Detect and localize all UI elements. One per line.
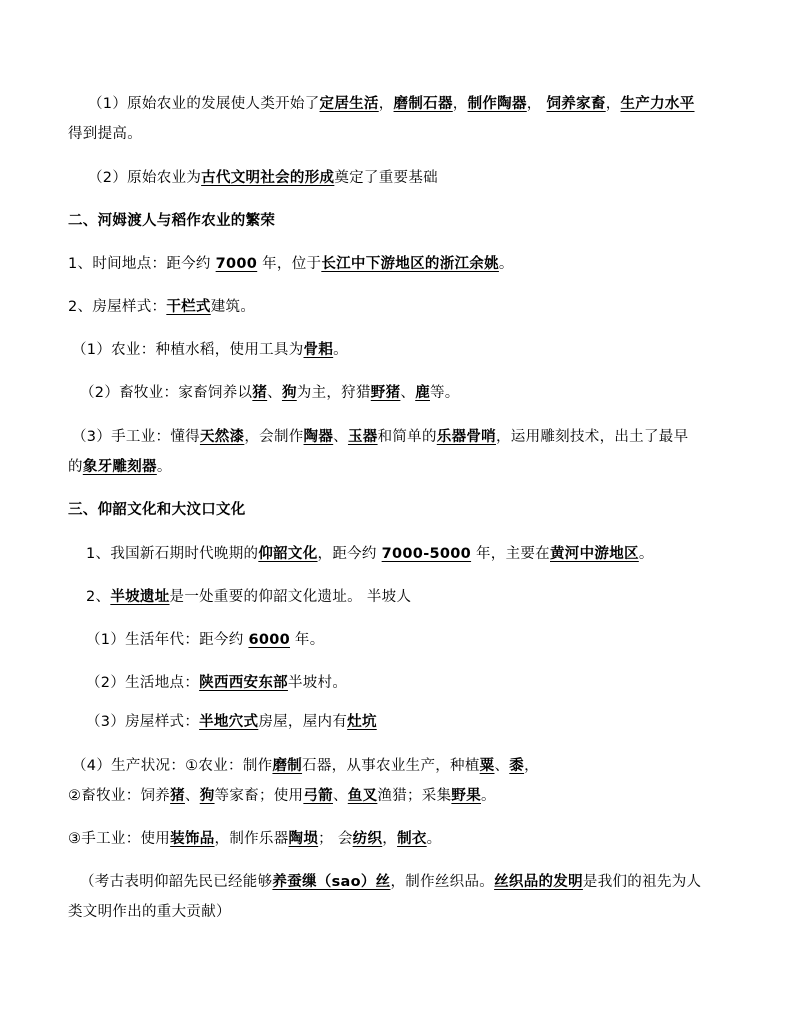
- key-term: 制作陶器: [467, 96, 527, 112]
- key-term: 制衣: [397, 831, 427, 847]
- key-term: 鹿: [415, 385, 430, 401]
- key-term: 装饰品: [170, 831, 215, 847]
- text-segment: 、: [494, 758, 510, 774]
- text-line: [86, 544, 654, 564]
- text-line: [80, 872, 701, 892]
- key-term: 猪: [252, 385, 268, 401]
- key-term: 象牙雕刻器: [82, 459, 157, 475]
- text-segment: （4）生产状况：①农业：制作: [72, 758, 273, 774]
- key-term: 猪: [170, 788, 185, 804]
- text-line: [68, 254, 514, 274]
- text-segment: 。: [333, 342, 348, 358]
- text-segment: （2）畜牧业：家畜饲养以: [80, 385, 253, 401]
- text-line: [86, 673, 347, 693]
- text-line: [68, 786, 496, 806]
- text-line: [68, 297, 255, 317]
- text-segment: 、: [184, 788, 200, 804]
- text-segment: ，: [382, 831, 398, 847]
- text-segment: 三、仰韶文化和大汶口文化: [68, 502, 246, 518]
- key-term: 弓箭: [303, 788, 333, 804]
- text-segment: ，制作丝织品。: [390, 874, 495, 890]
- section-heading: [68, 211, 275, 231]
- text-segment: 二、河姆渡人与稻作农业的繁荣: [68, 213, 276, 229]
- text-segment: ，会制作: [244, 429, 304, 445]
- text-segment: ，: [605, 96, 621, 112]
- text-segment: 是我们的祖先为人: [582, 874, 702, 890]
- text-segment: 、: [333, 429, 348, 445]
- key-term: 长江中下游地区的浙江余姚: [321, 256, 499, 272]
- key-term: 半坡遗址: [110, 589, 170, 605]
- text-segment: （2）原始农业为: [88, 170, 202, 186]
- text-segment: 1、我国新石期时代晚期的: [86, 546, 259, 562]
- key-term: 丝织品的发明: [494, 874, 583, 890]
- text-line: [86, 587, 411, 607]
- text-segment: 年。: [290, 632, 325, 648]
- text-segment: （1）生活年代：距今约: [86, 632, 249, 648]
- text-segment: 2、房屋样式：: [68, 299, 167, 315]
- text-segment: ，: [452, 96, 468, 112]
- key-term: 磨制: [272, 758, 303, 774]
- text-line: [88, 94, 695, 114]
- text-line: [88, 168, 438, 188]
- text-segment: 的: [68, 459, 83, 475]
- text-segment: 建筑。: [210, 299, 256, 315]
- text-line: [68, 124, 142, 144]
- section-heading: [68, 500, 246, 520]
- text-segment: 、: [267, 385, 282, 401]
- text-segment: （1）农业：种植水稻，使用工具为: [72, 342, 304, 358]
- text-line: [72, 756, 539, 776]
- key-term: 古代文明社会的形成: [201, 170, 335, 186]
- text-segment: ，: [526, 96, 547, 112]
- text-line: [86, 712, 377, 732]
- text-segment: 。: [156, 459, 172, 475]
- text-segment: 年，位于: [257, 256, 322, 272]
- key-term: 黍: [509, 758, 525, 774]
- text-segment: 等家畜；使用: [214, 788, 304, 804]
- text-segment: ，距今约: [317, 546, 382, 562]
- key-term: 狗: [281, 385, 297, 401]
- text-segment: 。: [498, 256, 514, 272]
- key-term: 6000: [248, 632, 290, 648]
- text-segment: （3）房屋样式：: [86, 714, 200, 730]
- key-term: 7000-5000: [381, 546, 472, 562]
- text-segment: 2、: [86, 589, 111, 605]
- key-term: 陶器: [303, 429, 334, 445]
- key-term: 半地穴式: [199, 714, 259, 730]
- key-term: 定居生活: [319, 96, 379, 112]
- text-segment: 奠定了重要基础: [334, 170, 438, 186]
- text-segment: 为主，狩猎: [296, 385, 371, 401]
- key-term: 野猪: [370, 385, 401, 401]
- text-segment: 。: [481, 788, 496, 804]
- text-segment: （考古表明仰韶先民已经能够: [80, 874, 273, 890]
- text-line: [80, 383, 460, 403]
- text-segment: 石器，从事农业生产，种植: [302, 758, 480, 774]
- text-segment: 房屋，屋内有: [258, 714, 348, 730]
- text-segment: 等。: [430, 385, 460, 401]
- key-term: 狗: [199, 788, 215, 804]
- key-term: 纺织: [352, 831, 383, 847]
- text-line: [86, 630, 325, 650]
- text-segment: （2）生活地点：: [86, 675, 200, 691]
- text-segment: ，制作乐器: [214, 831, 289, 847]
- text-segment: 得到提高。: [68, 126, 142, 142]
- key-term: 鱼叉: [347, 788, 378, 804]
- text-line: [72, 340, 348, 360]
- key-term: 陕西西安东部: [199, 675, 288, 691]
- key-term: 玉器: [347, 429, 378, 445]
- key-term: 骨耜: [303, 342, 334, 358]
- text-segment: 。: [638, 546, 654, 562]
- text-segment: ； 会: [318, 831, 353, 847]
- text-line: [72, 427, 688, 447]
- text-segment: ，: [524, 758, 539, 774]
- text-segment: （3）手工业：懂得: [72, 429, 200, 445]
- key-term: 天然漆: [199, 429, 245, 445]
- key-term: 陶埙: [288, 831, 319, 847]
- key-term: 灶坑: [347, 714, 377, 730]
- key-term: 乐器骨哨: [436, 429, 496, 445]
- text-segment: 1、时间地点：距今约: [68, 256, 216, 272]
- text-segment: ③手工业：使用: [68, 831, 171, 847]
- text-segment: 类文明作出的重大贡献）: [68, 904, 231, 920]
- key-term: 养蚕缫（sao）丝: [272, 874, 391, 890]
- text-segment: 、: [400, 385, 416, 401]
- key-term: 干栏式: [166, 299, 211, 315]
- text-segment: ，: [378, 96, 394, 112]
- key-term: 黄河中游地区: [550, 546, 639, 562]
- key-term: 磨制石器: [393, 96, 453, 112]
- text-line: [68, 902, 231, 922]
- key-term: 生产力水平: [620, 96, 695, 112]
- text-segment: ②畜牧业：饲养: [68, 788, 171, 804]
- text-segment: 和简单的: [377, 429, 437, 445]
- key-term: 饲养家畜: [546, 96, 606, 112]
- key-term: 粟: [479, 758, 495, 774]
- text-segment: （1）原始农业的发展使人类开始了: [88, 96, 320, 112]
- text-segment: 。: [426, 831, 442, 847]
- key-term: 7000: [215, 256, 258, 272]
- text-segment: 是一处重要的仰韶文化遗址。 半坡人: [169, 589, 412, 605]
- key-term: 野果: [451, 788, 481, 804]
- text-segment: 半坡村。: [287, 675, 348, 691]
- text-segment: 渔猎；采集: [377, 788, 452, 804]
- text-line: [68, 457, 172, 477]
- text-segment: 、: [332, 788, 348, 804]
- text-segment: ，运用雕刻技术，出土了最早: [495, 429, 689, 445]
- text-segment: 年，主要在: [471, 546, 550, 562]
- text-line: [68, 829, 441, 849]
- key-term: 仰韶文化: [258, 546, 318, 562]
